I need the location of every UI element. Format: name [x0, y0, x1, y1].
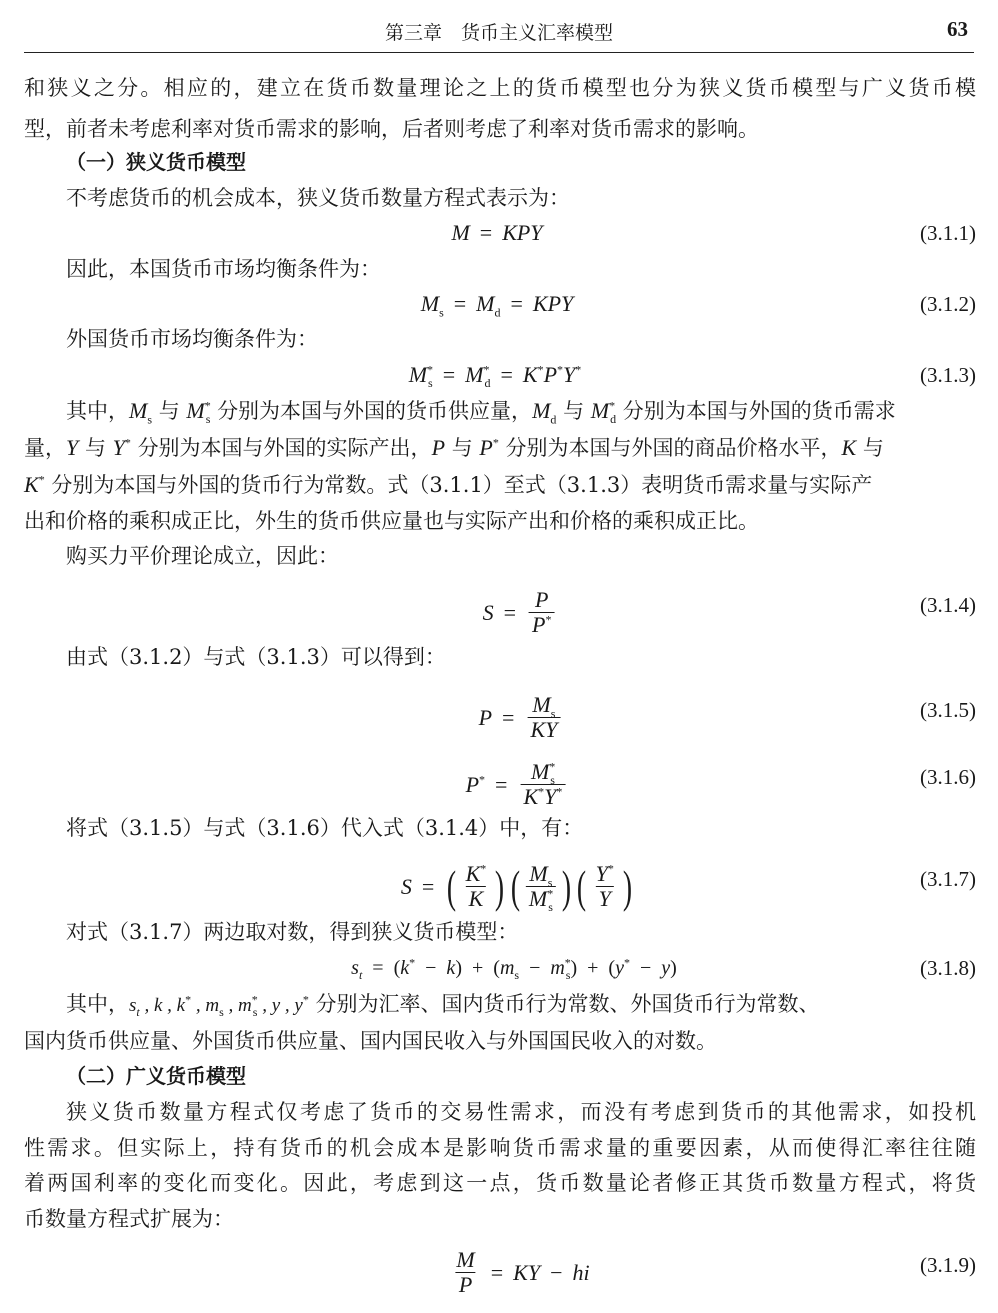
text-line: 外国货币市场均衡条件为：: [66, 327, 318, 351]
text-line: 由式（3.1.2）与式（3.1.3）可以得到：: [66, 645, 446, 669]
header-rule: [24, 52, 974, 53]
equation-number: (3.1.3): [920, 363, 976, 387]
equation-number: (3.1.7): [920, 867, 976, 891]
text-run: 分别为汇率、国内货币行为常数、外国货币行为常数、: [315, 992, 820, 1016]
text-line: 其中，$s_t$ , k , k* , $m_s$ , $m^*_s$ , y , y* 分别为汇率、国内货币行为常数、外国货币行为常数、: [66, 992, 820, 1019]
text-run: 与: [563, 399, 585, 423]
text-run: 分别为本国与外国的货币需求: [622, 399, 896, 423]
text-line: 币数量方程式扩展为：: [24, 1207, 234, 1231]
text-line: 国内货币供应量、外国货币供应量、国内国民收入与外国国民收入的对数。: [24, 1029, 717, 1053]
text-run: 其中，: [66, 992, 129, 1016]
text-line: 对式（3.1.7）两边取对数，得到狭义货币模型：: [66, 920, 519, 944]
text-line: 狭义货币数量方程式仅考虑了货币的交易性需求，而没有考虑到货币的其他需求，如投机: [66, 1100, 976, 1124]
text-line: 量，Y 与 Y* 分别为本国与外国的实际产出，P 与 P* 分别为本国与外国的商品价格水平，K 与: [24, 435, 884, 460]
text-run: 其中，: [66, 399, 129, 423]
section-heading-narrow: （一）狭义货币模型: [66, 150, 246, 174]
equation-number: (3.1.5): [920, 698, 976, 722]
page-number: 63: [947, 17, 968, 41]
text-line: 性需求。但实际上，持有货币的机会成本是影响货币需求量的重要因素，从而使得汇率往往随: [24, 1136, 976, 1160]
text-run: 与: [862, 436, 884, 460]
equation-number: (3.1.8): [920, 956, 976, 980]
text-line: 购买力平价理论成立，因此：: [66, 544, 339, 568]
text-run: 与: [451, 436, 473, 460]
text-line: 不考虑货币的机会成本，狭义货币数量方程式表示为：: [66, 186, 570, 210]
text-run: 与: [158, 399, 180, 423]
chapter-title: 第三章 货币主义汇率模型: [384, 22, 613, 44]
text-line: K* 分别为本国与外国的货币行为常数。式（3.1.1）至式（3.1.3）表明货币需求量与实际产: [24, 472, 873, 497]
text-run: 分别为本国与外国的货币行为常数。式（3.1.1）至式（3.1.3）表明货币需求量与实际产: [51, 473, 873, 497]
text-line: 因此，本国货币市场均衡条件为：: [66, 257, 381, 281]
text-run: 分别为本国与外国的商品价格水平，: [505, 436, 842, 460]
text-line: 和狭义之分。相应的，建立在货币数量理论之上的货币模型也分为狭义货币模型与广义货币模: [24, 76, 976, 100]
section-heading-broad: （二）广义货币模型: [66, 1064, 246, 1088]
text-line: 着两国利率的变化而变化。因此，考虑到这一点，货币数量论者修正其货币数量方程式，将货: [24, 1171, 976, 1195]
equation-number: (3.1.6): [920, 765, 976, 789]
text-line: 出和价格的乘积成正比，外生的货币供应量也与实际产出和价格的乘积成正比。: [24, 509, 759, 533]
text-run: 量，: [24, 436, 66, 460]
equation-number: (3.1.2): [920, 292, 976, 316]
text-run: 分别为本国与外国的实际产出，: [137, 436, 432, 460]
equation-number: (3.1.9): [920, 1253, 976, 1277]
text-run: 与: [84, 436, 106, 460]
text-run: 分别为本国与外国的货币供应量，: [217, 399, 533, 423]
text-line: 将式（3.1.5）与式（3.1.6）代入式（3.1.4）中，有：: [66, 816, 584, 840]
running-header: [0, 0, 998, 52]
equation-number: (3.1.4): [920, 593, 976, 617]
text-line: 型，前者未考虑利率对货币需求的影响，后者则考虑了利率对货币需求的影响。: [24, 117, 759, 141]
text-line: 其中，$M_s$ 与 $M^*_s$ 分别为本国与外国的货币供应量，$M_d$ 与 $M^*_d$ 分别为本国与外国的货币需求: [66, 398, 896, 427]
equation-number: (3.1.1): [920, 221, 976, 245]
